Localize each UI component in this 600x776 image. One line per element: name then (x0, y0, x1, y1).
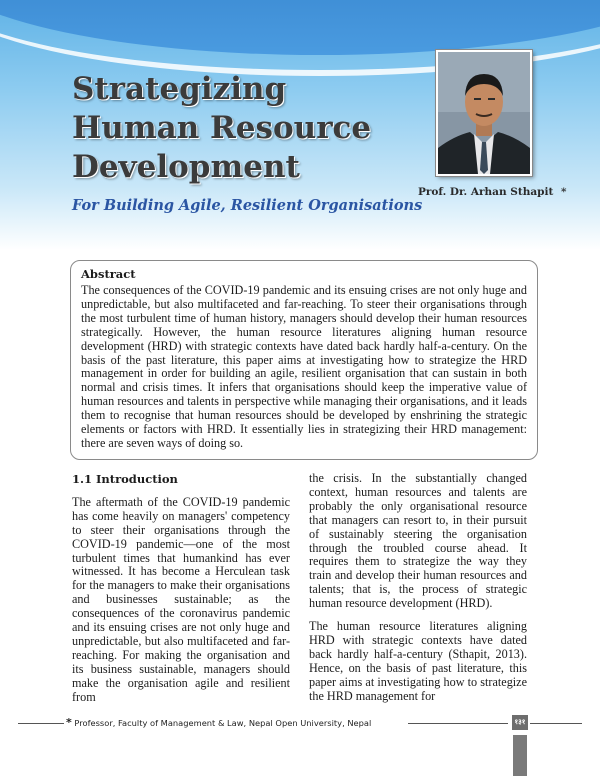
page-number: १३१ (512, 715, 528, 730)
section-heading: 1.1 Introduction (72, 472, 178, 486)
title-line-1: Strategizing (72, 71, 287, 107)
footer-rule-middle (408, 723, 508, 724)
title-line-2: Human Resource (72, 110, 372, 146)
body-column-right (309, 472, 527, 713)
abstract-text: The consequences of the COVID-19 pandemic and its ensuing crises are not only huge and unpredictable, but also multifaceted and far-reaching. To steer their organisations through the most turbulent time of human history, managers should develop their human resources strategically. However, the human resource literatures aligning human resource development (HRD) with strategic contexts have dated back hardly half-a-century. On the basis of the past literature, this paper aims at investigating how to strategize the HRD management in order for building an agile, resilient organisation that can sustain in both normal and crisis times. It infers that organisations should keep the imperative value of human resources and talents in perspective while managing their organisations, and it leads them to recognise that human resources should be developed by enshrining the strategic elements or factors with HRD. It essentially lies in strategizing their HRD management: there are seven ways of doing so. (81, 283, 527, 450)
intro-paragraph-right-1: the crisis. In the substantially changed context, human resources and talents are probably the only organisational resource that managers can resort to, in their pursuit of sustainably steering the organisation through the troubled course ahead. It requires them to strategize the way they train and develop their human resources and talents; that is, the process of strategic human resource development (HRD). (309, 471, 527, 611)
page-footer (0, 712, 600, 736)
intro-paragraph-right-2: The human resource literatures aligning HRD with strategic contexts have dated back hardly half-a-century (Sthapit, 2013). Hence, on the basis of past literature, this paper aims at investigating how to strategize the HRD management for (309, 619, 527, 703)
author-photo (436, 50, 532, 176)
abstract-box (70, 260, 538, 460)
footnote-text: Professor, Faculty of Management & Law, Nepal Open University, Nepal (74, 718, 372, 728)
body-column-left (72, 473, 290, 714)
footer-rule-right (530, 723, 582, 724)
footer-rule-left (18, 723, 64, 724)
author-name-text: Prof. Dr. Arhan Sthapit (418, 186, 554, 198)
footnote (66, 716, 371, 729)
abstract-heading: Abstract (81, 267, 136, 281)
article-subtitle: For Building Agile, Resilient Organisations (72, 197, 423, 214)
author-name (418, 186, 566, 198)
author-footnote-marker: * (560, 186, 567, 198)
footnote-marker: * (66, 716, 72, 729)
title-line-3: Development (72, 149, 300, 185)
article-title (72, 70, 371, 187)
intro-paragraph-left: The aftermath of the COVID-19 pandemic has come heavily on managers' competency to steer their organisations through the COVID-19 pandemic—one of the most turbulent times that humankind has ever witnessed. It has become a Herculean task for the managers to make their organisations and businesses sustainable; as the consequences of the coronavirus pandemic and its ensuing crises are not only huge and unpredictable, but also multifaceted and far-reaching. For making the organisation and its business sustainable, managers should make the organisation agile and resilient from (72, 494, 290, 704)
page-edge-tab (513, 735, 527, 776)
author-portrait-image (438, 52, 530, 174)
